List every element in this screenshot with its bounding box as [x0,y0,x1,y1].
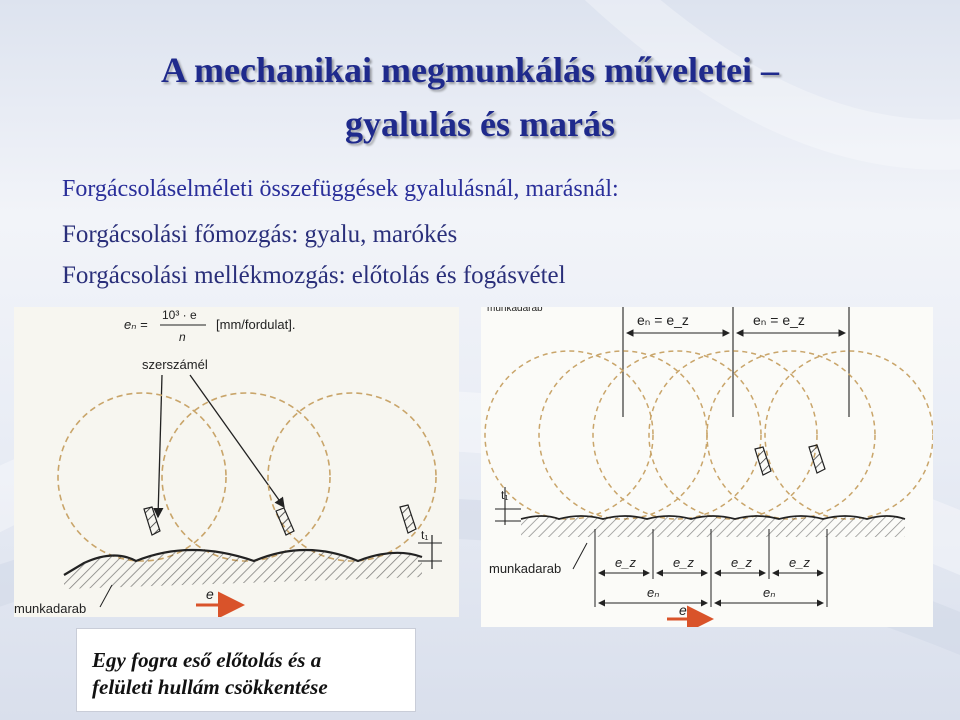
tool-pointer-line-2 [190,375,284,507]
ez-label-2: e_z [673,555,694,570]
formula-unit: [mm/fordulat]. [216,317,296,332]
depth-label: t₁ [421,528,429,542]
formula-numerator: 10³ · e [162,308,197,322]
feed-label: e [679,602,687,618]
cutter-path-circles [58,393,436,561]
bullet-heading: Forgácsoláselméleti összefüggések gyalulásnál, marásnál: [62,176,619,202]
caption-box [76,628,416,712]
workpiece-label: munkadarab [489,561,562,576]
en-label-2: eₙ [763,585,776,600]
ez-label-4: e_z [789,555,810,570]
workpiece-hatch [64,550,422,589]
left-diagram [14,307,459,617]
slide-title-line1: A mechanikai megmunkálás műveletei – [161,50,779,90]
slide-title-line2: gyalulás és marás [345,104,615,144]
tool-pointer-line-1 [158,375,162,517]
cutting-inserts [144,505,416,535]
formula-denominator: n [179,330,186,344]
caption-line1: Egy fogra eső előtolás és a [92,648,322,672]
formula-lhs: eₙ = [124,317,148,332]
ez-label-1: e_z [615,555,636,570]
cutter-path-circles [485,351,933,519]
depth-label: t₁ [501,488,509,502]
en-label-1: eₙ [647,585,660,600]
top-label-right: eₙ = e_z [753,312,805,328]
top-cut-label: munkadarab [487,307,543,314]
ez-label-3: e_z [731,555,752,570]
caption-line2: felületi hullám csökkentése [92,675,328,699]
top-label-left: eₙ = e_z [637,312,689,328]
left-diagram-panel [14,307,459,617]
bullet-aux-motion: Forgácsolási mellékmozgás: előtolás és fogásvétel [62,262,566,289]
bullet-main-motion: Forgácsolási főmozgás: gyalu, marókés [62,221,458,248]
feed-label: e [206,586,214,602]
cutting-inserts [755,445,825,475]
workpiece-hatch [521,516,905,537]
right-diagram [481,307,933,627]
workpiece-label: munkadarab [14,601,87,616]
right-diagram-panel [481,307,933,627]
tool-edge-label: szerszámél [142,357,208,372]
